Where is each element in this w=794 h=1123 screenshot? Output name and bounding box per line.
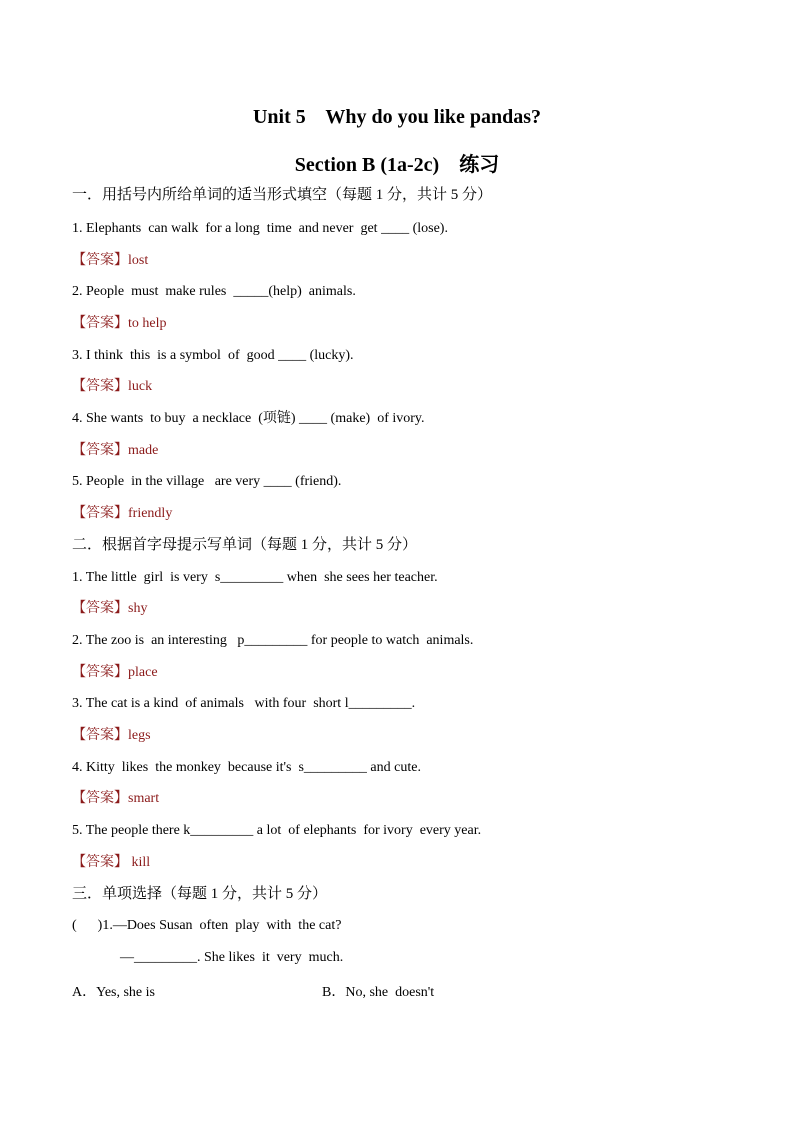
answer-1-1 [72,252,148,270]
answer-2-5 [72,854,150,872]
answer-1-2 [72,315,167,333]
answer-tag: 【答案】 [72,506,128,521]
answer-2-3 [72,727,151,745]
question-2-1: 1. The little girl is very s_________ when she sees her teacher. [72,570,438,585]
question-2-5: 5. The people there k_________ a lot of elephants for ivory every year. [72,823,482,838]
question-1-1: 1. Elephants can walk for a long time and never get ____ (lose). [72,221,448,236]
answer-text: smart [128,791,160,806]
answer-tag: 【答案】 [72,728,128,743]
answer-text: lost [128,253,149,268]
answer-tag: 【答案】 [72,253,128,268]
answer-tag: 【答案】 [72,379,128,394]
question-1-4: 4. She wants to buy a necklace (项链) ____ (make) of ivory. [72,411,425,426]
question-2-3: 3. The cat is a kind of animals with four short l_________. [72,696,416,711]
section-3-heading: 三．单项选择（每题 1 分，共计 5 分） [72,886,328,902]
option-b: B．No, she doesn't [322,985,435,1000]
question-2-4: 4. Kitty likes the monkey because it's s_________ and cute. [72,760,421,775]
answer-tag: 【答案】 [72,316,128,331]
answer-tag: 【答案】 [72,665,128,680]
answer-text: made [128,443,159,458]
option-a: A．Yes, she is [72,985,155,1000]
answer-text: kill [128,855,151,870]
answer-1-5 [72,505,172,523]
answer-2-1 [72,600,147,618]
answer-text: shy [128,601,148,616]
question-1-3: 3. I think this is a symbol of good ____ (lucky). [72,348,354,363]
answer-2-2 [72,664,158,682]
section-1-heading: 一．用括号内所给单词的适当形式填空（每题 1 分，共计 5 分） [72,187,493,203]
section-2-heading: 二．根据首字母提示写单词（每题 1 分，共计 5 分） [72,537,418,553]
question-1-2: 2. People must make rules _____(help) animals. [72,284,356,299]
answer-text: place [128,665,158,680]
page-title: Unit 5 Why do you like pandas? [252,106,542,128]
question-2-2: 2. The zoo is an interesting p_________ for people to watch animals. [72,633,474,648]
answer-text: to help [128,316,167,331]
answer-tag: 【答案】 [72,601,128,616]
answer-text: luck [128,379,153,394]
answer-1-3 [72,378,152,396]
question-3-1: ( )1.—Does Susan often play with the cat? [72,918,342,933]
answer-tag: 【答案】 [72,443,128,458]
page-subtitle: Section B (1a-2c) 练习 [294,154,500,176]
answer-text: legs [128,728,151,743]
question-3-1-blank: —_________. She likes it very much. [120,950,344,965]
answer-1-4 [72,442,158,460]
question-1-5: 5. People in the village are very ____ (friend). [72,474,342,489]
answer-2-4 [72,790,159,808]
answer-tag: 【答案】 [72,791,128,806]
answer-tag: 【答案】 [72,855,128,870]
answer-text: friendly [128,506,173,521]
